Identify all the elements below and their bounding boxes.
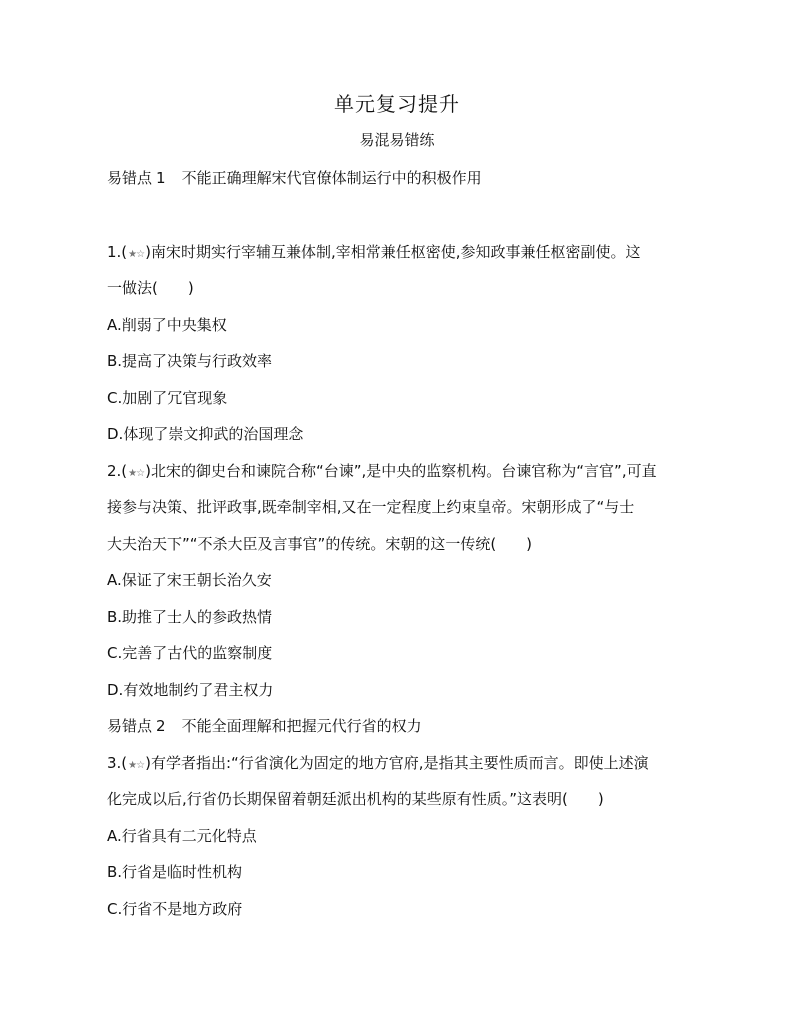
section-text: 不能正确理解宋代官僚体制运行中的积极作用 — [181, 169, 482, 187]
question-3-line-1 — [107, 751, 697, 778]
question-1-line-2: 一做法( ) — [107, 279, 194, 297]
section-number: 2 — [156, 717, 166, 735]
question-number: 2.( — [107, 462, 128, 480]
difficulty-star-icon: ★☆ — [128, 468, 145, 479]
section-heading-1 — [107, 166, 697, 190]
question-2-option-c: C.完善了古代的监察制度 — [107, 644, 273, 662]
section-label: 易错点 — [107, 717, 153, 735]
question-1-option-d: D.体现了崇文抑武的治国理念 — [107, 425, 304, 443]
question-3-option-a: A.行省具有二元化特点 — [107, 827, 257, 845]
page-title: 单元复习提升 — [334, 92, 460, 116]
question-2-option-a: A.保证了宋王朝长治久安 — [107, 571, 272, 589]
question-3-line-2: 化完成以后,行省仍长期保留着朝廷派出机构的某些原有性质。”这表明( ) — [107, 790, 604, 808]
question-number: 3.( — [107, 754, 128, 772]
page-subtitle: 易混易错练 — [359, 131, 435, 149]
difficulty-star-icon: ★☆ — [128, 249, 145, 260]
question-1-option-b: B.提高了决策与行政效率 — [107, 352, 273, 370]
question-2-line-1 — [107, 459, 697, 486]
question-close-paren: ) — [145, 243, 151, 261]
section-label: 易错点 — [107, 169, 153, 187]
question-2-line-3: 大夫治天下”“不杀大臣及言事官”的传统。宋朝的这一传统( ) — [107, 535, 533, 553]
question-text: 南宋时期实行宰辅互兼体制,宰相常兼任枢密使,参知政事兼任枢密副使。这 — [150, 243, 641, 261]
question-1-option-a: A.削弱了中央集权 — [107, 316, 227, 334]
difficulty-star-icon: ★☆ — [128, 760, 145, 771]
section-number: 1 — [156, 169, 166, 187]
question-1-option-c: C.加剧了冗官现象 — [107, 389, 228, 407]
section-text: 不能全面理解和把握元代行省的权力 — [181, 717, 422, 735]
question-close-paren: ) — [145, 462, 151, 480]
question-text: 有学者指出:“行省演化为固定的地方官府,是指其主要性质而言。即使上述演 — [150, 754, 649, 772]
question-2-line-2: 接参与决策、批评政事,既牵制宰相,又在一定程度上约束皇帝。宋朝形成了“与士 — [107, 498, 635, 516]
question-3-option-c: C.行省不是地方政府 — [107, 900, 243, 918]
question-1-line-1 — [107, 240, 697, 267]
section-heading-2 — [107, 714, 697, 738]
question-close-paren: ) — [145, 754, 151, 772]
question-2-option-b: B.助推了士人的参政热情 — [107, 608, 273, 626]
question-2-option-d: D.有效地制约了君主权力 — [107, 681, 274, 699]
question-text: 北宋的御史台和谏院合称“台谏”,是中央的监察机构。台谏官称为“言官”,可直 — [150, 462, 657, 480]
question-number: 1.( — [107, 243, 128, 261]
question-3-option-b: B.行省是临时性机构 — [107, 863, 243, 881]
